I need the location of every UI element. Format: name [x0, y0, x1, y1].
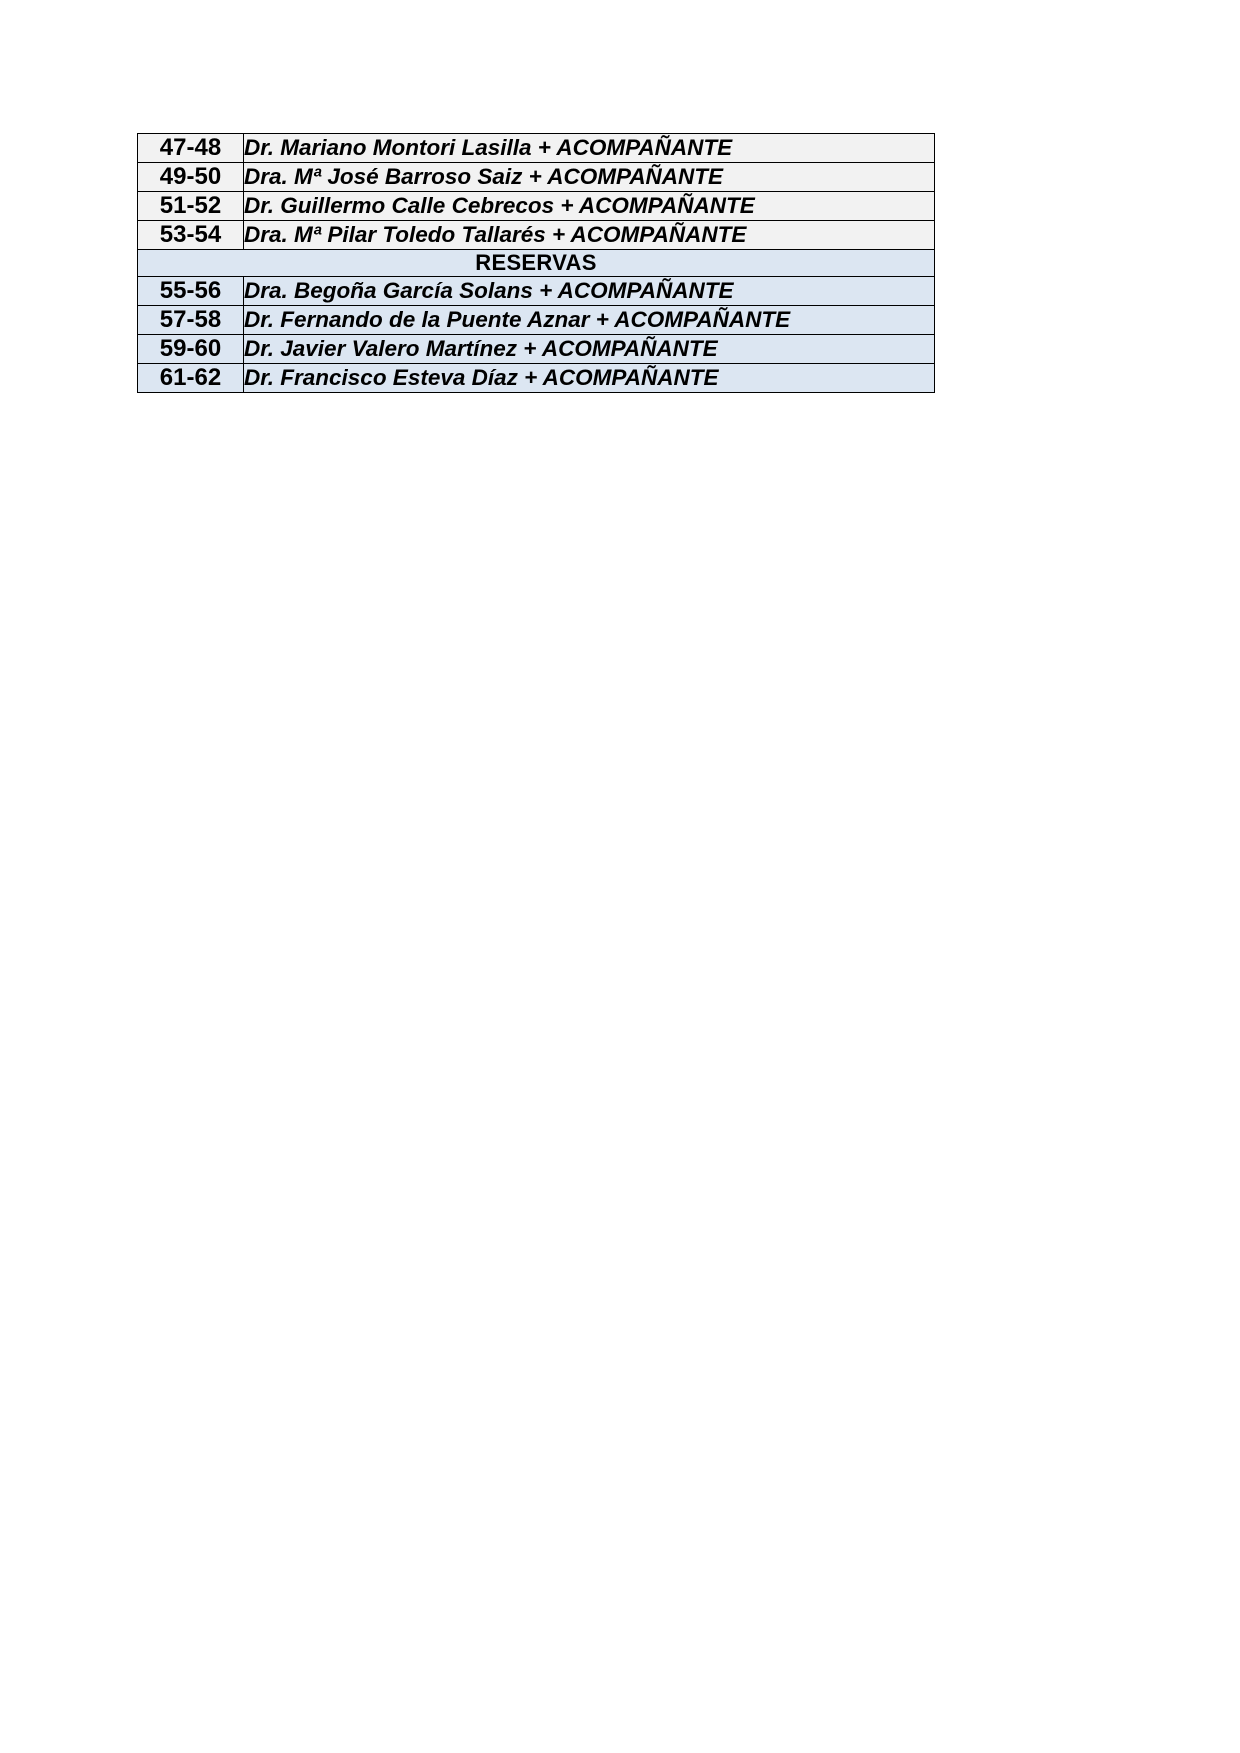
attendee-name-cell: Dr. Francisco Esteva Díaz + ACOMPAÑANTE [244, 364, 935, 393]
table-row [138, 192, 935, 221]
table-row [138, 277, 935, 306]
attendee-name-cell: Dr. Mariano Montori Lasilla + ACOMPAÑANTE [244, 134, 935, 163]
attendee-name-cell: Dra. Mª José Barroso Saiz + ACOMPAÑANTE [244, 163, 935, 192]
attendee-name-cell: Dra. Mª Pilar Toledo Tallarés + ACOMPAÑANTE [244, 221, 935, 250]
section-header-label: RESERVAS [138, 250, 935, 277]
attendee-name-cell: Dra. Begoña García Solans + ACOMPAÑANTE [244, 277, 935, 306]
table-body [138, 134, 935, 393]
seat-number-cell: 47-48 [138, 134, 244, 163]
seat-number-cell: 49-50 [138, 163, 244, 192]
table-row [138, 306, 935, 335]
table-row [138, 221, 935, 250]
table-row [138, 335, 935, 364]
seat-number-cell: 53-54 [138, 221, 244, 250]
attendee-name-cell: Dr. Fernando de la Puente Aznar + ACOMPAÑANTE [244, 306, 935, 335]
seat-number-cell: 51-52 [138, 192, 244, 221]
seat-number-cell: 61-62 [138, 364, 244, 393]
attendee-name-cell: Dr. Guillermo Calle Cebrecos + ACOMPAÑANTE [244, 192, 935, 221]
section-header-row [138, 250, 935, 277]
seat-number-cell: 57-58 [138, 306, 244, 335]
table-row [138, 134, 935, 163]
seat-number-cell: 55-56 [138, 277, 244, 306]
seating-assignment-table [137, 133, 935, 393]
seat-number-cell: 59-60 [138, 335, 244, 364]
attendee-name-cell: Dr. Javier Valero Martínez + ACOMPAÑANTE [244, 335, 935, 364]
table-row [138, 163, 935, 192]
table-row [138, 364, 935, 393]
